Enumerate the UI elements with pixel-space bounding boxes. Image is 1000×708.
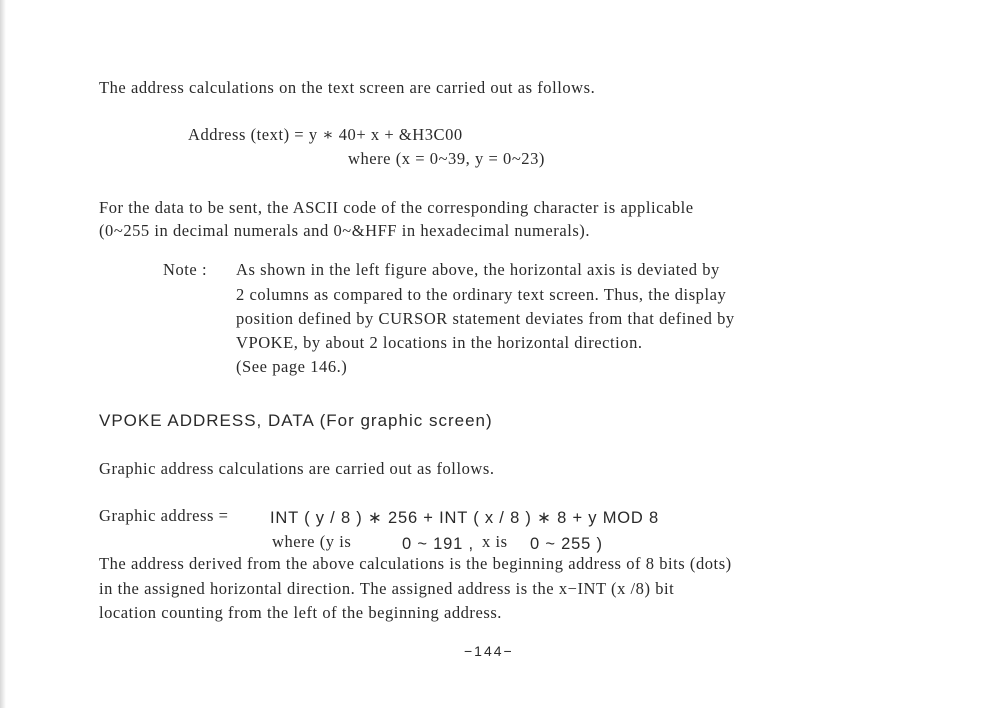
data-paragraph-line-2: (0~255 in decimal numerals and 0~&HFF in hexadecimal numerals).: [99, 221, 591, 240]
note-line-4: VPOKE, by about 2 locations in the horizontal direction.: [236, 333, 643, 352]
data-paragraph-line-1: For the data to be sent, the ASCII code of the corresponding character is applicable: [99, 198, 694, 217]
graphic-x-label: x is: [482, 532, 508, 551]
intro-text: The address calculations on the text screen are carried out as follows.: [99, 78, 596, 97]
graphic-where-label: where (y is: [272, 532, 352, 551]
section-heading: VPOKE ADDRESS, DATA (For graphic screen): [99, 411, 493, 430]
note-line-5: (See page 146.): [236, 357, 348, 376]
graphic-formula-expression: INT ( y / 8 ) ∗ 256 + INT ( x / 8 ) ∗ 8 + y MOD 8: [270, 509, 659, 527]
page-edge-shadow: [0, 0, 6, 708]
graphic-x-range: 0 ~ 255 ): [530, 535, 603, 553]
graphic-intro-text: Graphic address calculations are carried out as follows.: [99, 459, 495, 478]
text-address-range: where (x = 0~39, y = 0~23): [348, 149, 545, 168]
final-paragraph-line-3: location counting from the left of the beginning address.: [99, 603, 502, 622]
note-label: Note :: [163, 260, 208, 279]
page-number: −144−: [464, 643, 514, 659]
text-address-formula: Address (text) = y ∗ 40+ x + &H3C00: [188, 125, 463, 144]
graphic-formula-label: Graphic address =: [99, 506, 229, 525]
note-line-3: position defined by CURSOR statement deviates from that defined by: [236, 309, 735, 328]
note-line-1: As shown in the left figure above, the horizontal axis is deviated by: [236, 260, 720, 279]
graphic-y-range: 0 ~ 191 ,: [402, 535, 474, 553]
note-line-2: 2 columns as compared to the ordinary text screen. Thus, the display: [236, 285, 727, 304]
final-paragraph-line-2: in the assigned horizontal direction. The assigned address is the x−INT (x /8) bit: [99, 579, 675, 598]
final-paragraph-line-1: The address derived from the above calculations is the beginning address of 8 bits (dots): [99, 554, 732, 573]
